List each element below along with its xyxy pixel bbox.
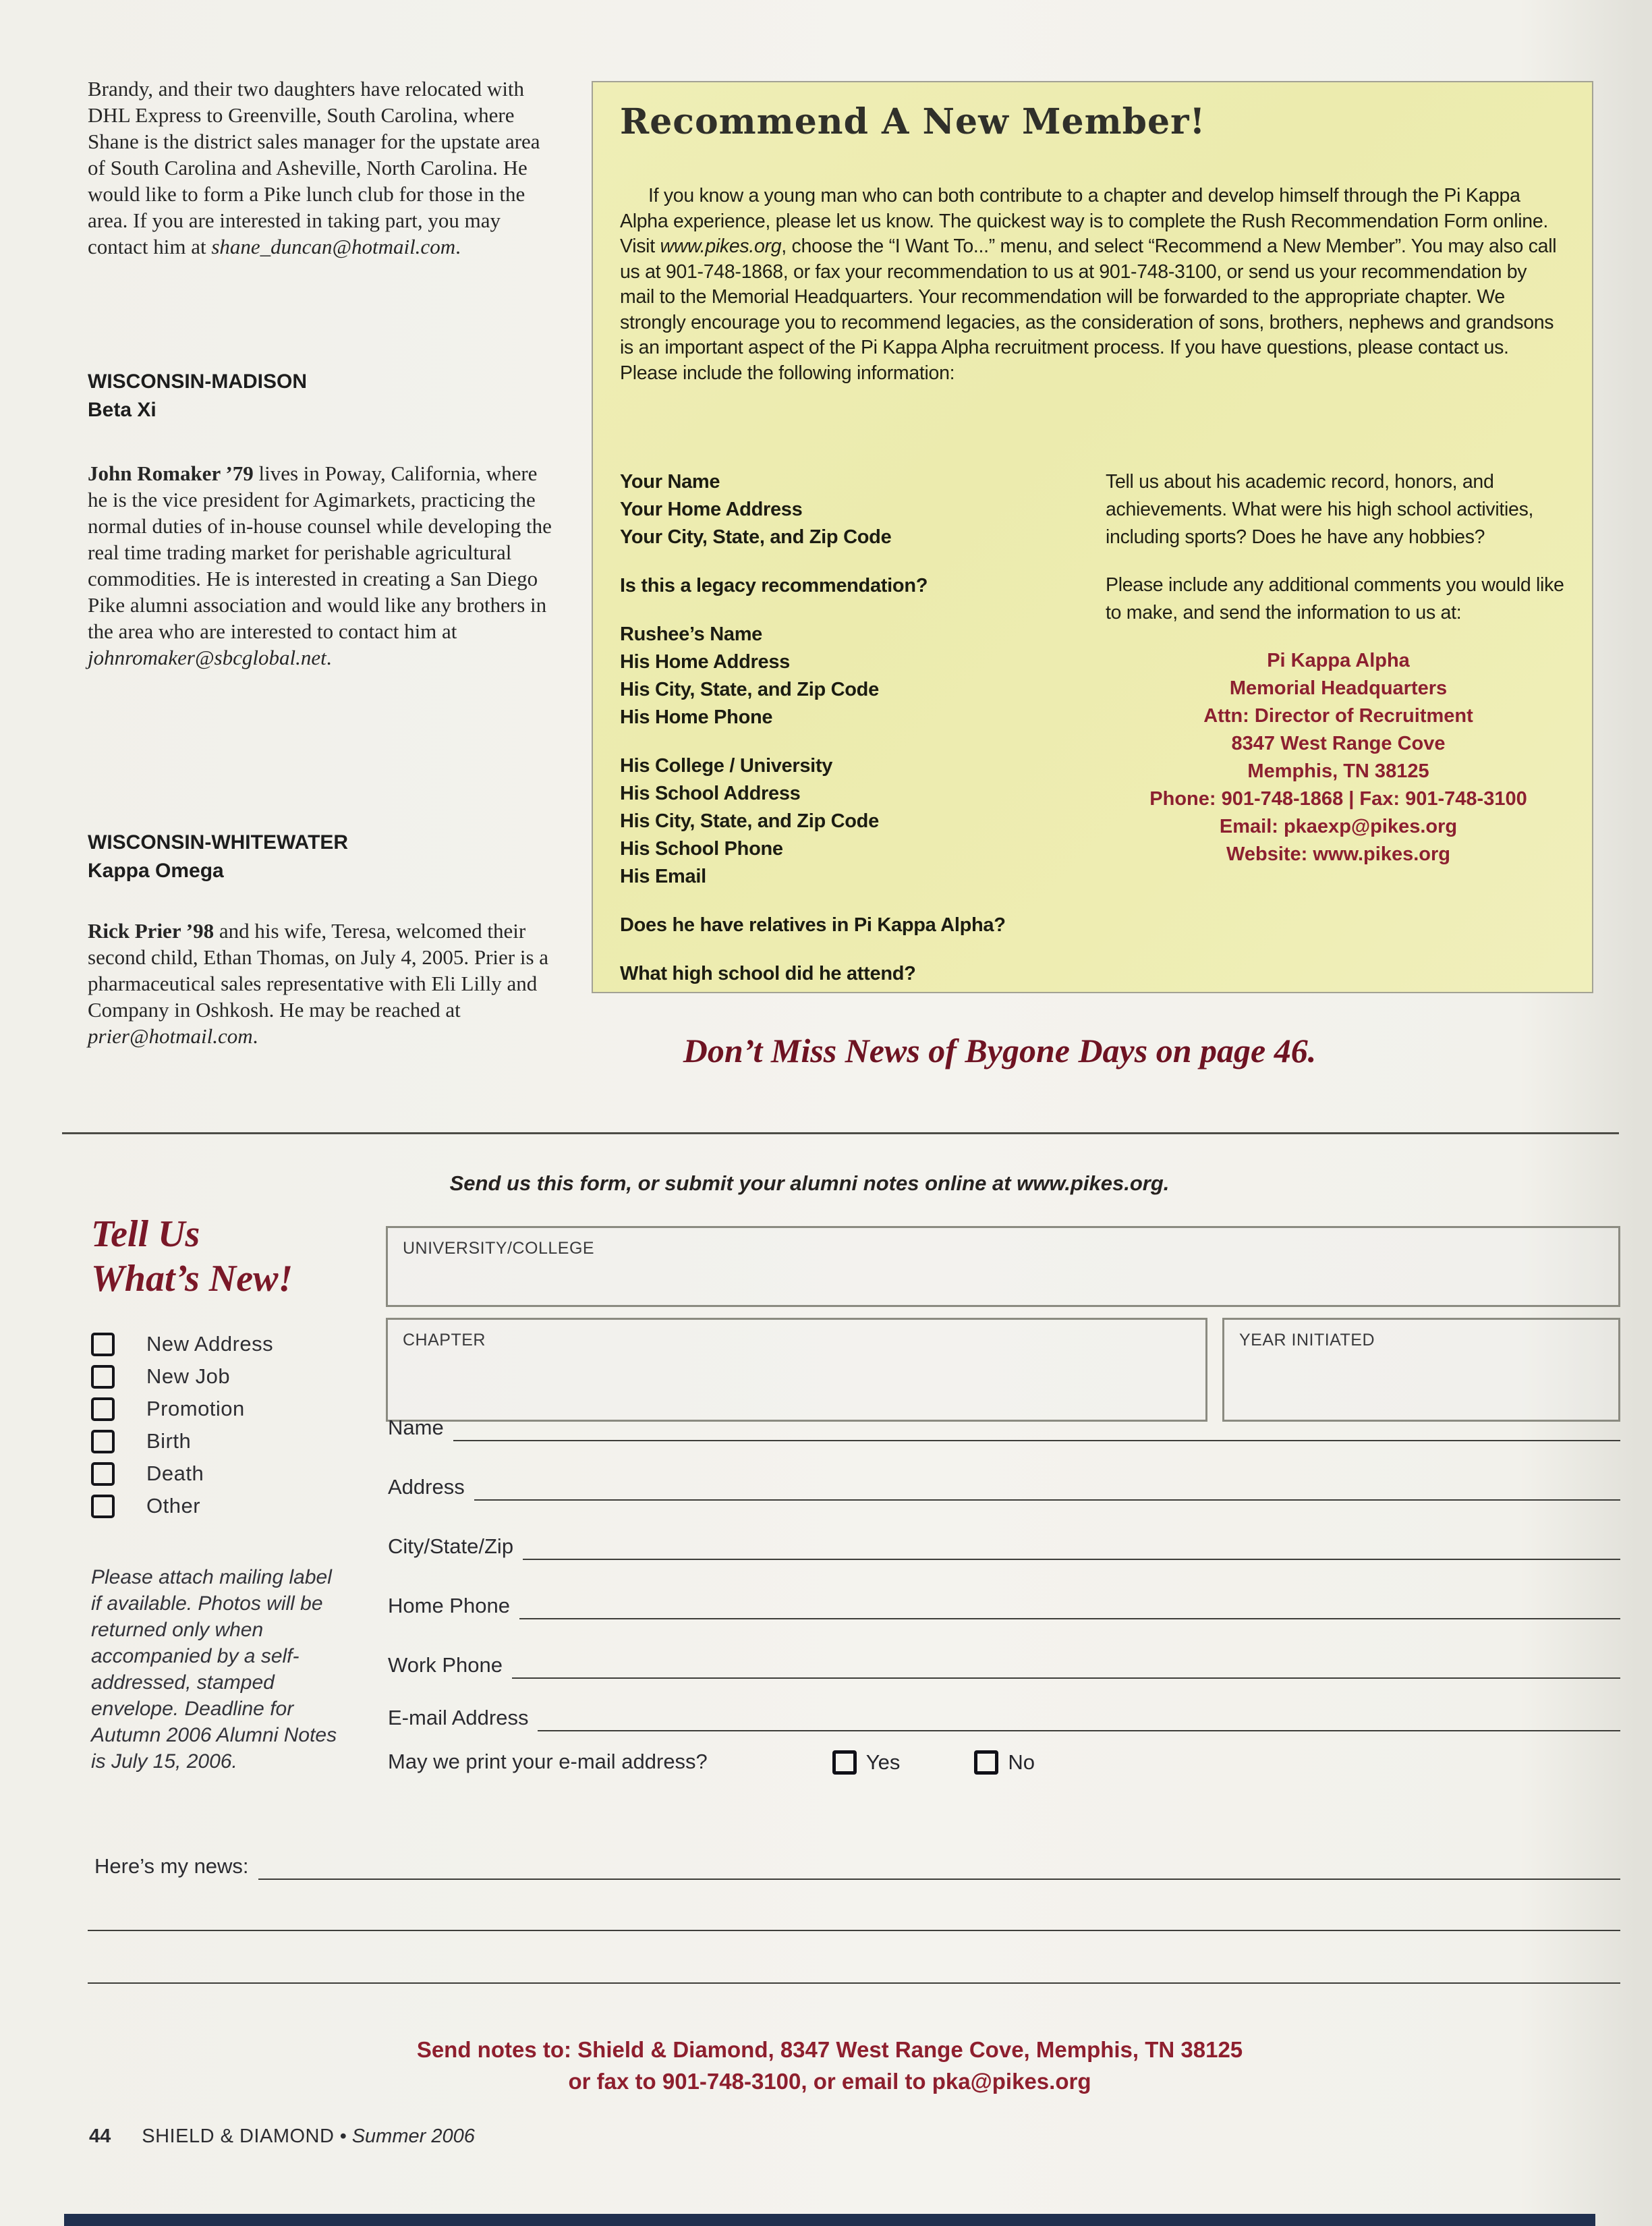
email-text: johnromaker@sbcglobal.net: [88, 646, 326, 669]
checkbox-label: Birth: [146, 1429, 192, 1453]
name-row: [388, 1412, 1620, 1441]
checkbox-row-new-address: [91, 1328, 273, 1360]
mailing-label-note: Please attach mailing label if available. Photos will be returned only when accompanied by a self-addressed, stamped envelope. Deadline for Autumn 2006 Alumni Notes is July 15, 2006.: [91, 1566, 337, 1773]
footer-line: or fax to 901-748-3100, or email to pka@pikes.org: [568, 2069, 1091, 2094]
other-checkbox[interactable]: [91, 1495, 115, 1518]
school-info-fields: [620, 752, 1085, 891]
note-text: and his wife, Teresa, welcomed their second child, Ethan Thomas, on July 4, 2005. Prier is a pharmaceutical sales representative with Eli Lilly and Company in Oshkosh. He may be reached at: [88, 919, 549, 1022]
news-write-line[interactable]: [258, 1853, 1620, 1880]
email-address-write-line[interactable]: [538, 1704, 1620, 1731]
note-text: Brandy, and their two daughters have relocated with DHL Express to Greenville, South Carolina, where Shane is the district sales manager for the upstate area of South Carolina and Asheville, North Carolina. He would like to form a Pike lunch club for those in the area. If you are interested in taking part, you may contact him at: [88, 77, 540, 258]
issue-name: • Summer 2006: [339, 2125, 475, 2147]
chapter-heading-wisconsin-madison: [88, 368, 307, 424]
name-label: Name: [388, 1416, 444, 1439]
alumni-note-prier: [88, 918, 560, 1049]
checkbox-label: Other: [146, 1494, 201, 1518]
checkbox-row-new-job: [91, 1360, 273, 1393]
email-text: shane_duncan@hotmail.com: [211, 235, 456, 258]
field-label: His College / University: [620, 755, 833, 777]
note-text-end: .: [252, 1024, 258, 1048]
yes-checkbox[interactable]: [832, 1750, 857, 1775]
work-phone-row: [388, 1649, 1620, 1679]
field-label: His City, State, and Zip Code: [620, 810, 879, 832]
alumnus-name: John Romaker ’79: [88, 462, 254, 485]
promotion-checkbox[interactable]: [91, 1397, 115, 1421]
recommend-details-column: [1106, 468, 1571, 868]
address-line: Website: www.pikes.org: [1226, 843, 1450, 865]
address-write-line[interactable]: [474, 1474, 1620, 1501]
address-line: Phone: 901-748-1868 | Fax: 901-748-3100: [1149, 788, 1527, 810]
field-label: Does he have relatives in Pi Kappa Alpha?: [620, 914, 1006, 936]
no-checkbox[interactable]: [974, 1750, 998, 1775]
email-address-row: [388, 1702, 1620, 1731]
address-line: Memphis, TN 38125: [1247, 760, 1429, 782]
home-phone-write-line[interactable]: [519, 1592, 1620, 1619]
field-label: Your Name: [620, 471, 720, 493]
bygone-days-note: Don’t Miss News of Bygone Days on page 46.: [683, 1032, 1317, 1069]
address-line: Memorial Headquarters: [1229, 677, 1448, 699]
additional-comments-paragraph: Please include any additional comments you would like to make, and send the information to us at:: [1106, 574, 1564, 623]
new-address-checkbox[interactable]: [91, 1333, 115, 1356]
school-name: WISCONSIN-WHITEWATER: [88, 831, 349, 854]
field-label: Rushee’s Name: [620, 623, 763, 645]
your-info-fields: [620, 468, 1085, 551]
alumni-note-duncan: [88, 76, 560, 260]
address-line: Pi Kappa Alpha: [1267, 650, 1410, 671]
magazine-name: SHIELD & DIAMOND: [142, 2125, 335, 2147]
checkbox-row-birth: [91, 1425, 273, 1457]
no-label: No: [1008, 1750, 1035, 1774]
tell-us-title: [91, 1212, 293, 1301]
city-state-zip-row: [388, 1530, 1620, 1560]
checkbox-label: New Address: [146, 1332, 274, 1356]
death-checkbox[interactable]: [91, 1462, 115, 1486]
university-college-label: UNIVERSITY/COLLEGE: [403, 1239, 595, 1258]
field-label: His Email: [620, 866, 706, 887]
school-name: WISCONSIN-MADISON: [88, 370, 307, 393]
footer-line: Send notes to: Shield & Diamond, 8347 West Range Cove, Memphis, TN 38125: [416, 2037, 1243, 2062]
home-phone-label: Home Phone: [388, 1594, 510, 1617]
chapter-name: Beta Xi: [88, 399, 156, 421]
alumni-note-romaker: [88, 460, 560, 671]
print-email-question: May we print your e-mail address?: [388, 1750, 708, 1773]
field-label: His City, State, and Zip Code: [620, 679, 879, 700]
address-line: Attn: Director of Recruitment: [1203, 705, 1473, 727]
address-row: [388, 1471, 1620, 1501]
chapter-heading-wisconsin-whitewater: [88, 829, 348, 885]
field-label: What high school did he attend?: [620, 963, 916, 984]
field-label: His School Address: [620, 783, 801, 804]
intro-text: If you know a young man who can both contribute to a chapter and develop himself through the Pi Kappa Alpha experience, please let us know. The quickest way is to complete the Rush Recommendation Form online. Visit: [620, 185, 1549, 257]
recommend-box-title: Recommend A New Member!: [620, 101, 1206, 142]
field-label: His Home Address: [620, 651, 790, 673]
year-initiated-label: YEAR INITIATED: [1239, 1331, 1375, 1349]
send-notes-footer: [88, 2034, 1572, 2097]
bottom-accent-bar: [64, 2214, 1595, 2226]
new-job-checkbox[interactable]: [91, 1365, 115, 1389]
chapter-field[interactable]: [386, 1318, 1207, 1422]
checkbox-label: New Job: [146, 1364, 231, 1388]
note-text: lives in Poway, California, where he is the vice president for Agimarkets, practicing the normal duties of in-house counsel while developing the real time trading market for perishable agricultural commodities. He is interested in creating a San Diego Pike alumni association and would like any brothers in the area who are interested to contact him at: [88, 462, 552, 643]
city-state-zip-label: City/State/Zip: [388, 1534, 514, 1558]
print-email-question-row: [388, 1748, 1620, 1777]
checkbox-label: Death: [146, 1462, 204, 1485]
news-type-checklist: [91, 1328, 273, 1522]
page-info: [89, 2125, 475, 2148]
checkbox-row-promotion: [91, 1393, 273, 1425]
work-phone-write-line[interactable]: [512, 1652, 1620, 1679]
relatives-question: [620, 912, 1085, 939]
recommend-member-box: [592, 81, 1593, 993]
field-label: Is this a legacy recommendation?: [620, 575, 928, 596]
field-label: Your Home Address: [620, 499, 803, 520]
news-label: Here’s my news:: [94, 1854, 249, 1878]
checkbox-row-other: [91, 1490, 273, 1522]
city-state-zip-write-line[interactable]: [523, 1533, 1620, 1560]
university-college-field[interactable]: [386, 1226, 1620, 1307]
intro-text-end: , choose the “I Want To...” menu, and select “Recommend a New Member”. You may also call us at 901-748-1868, or fax your recommendation to us at 901-748-3100, or send us your recommendation by mail to the Memorial Headquarters. Your recommendation will be forwarded to the appropriate chapter. We strongly encourage you to recommend legacies, as the consideration of sons, brothers, nephews and grandsons is an important aspect of the Pi Kappa Alpha recruitment process. If you have questions, please contact us. Please include the following information:: [620, 235, 1557, 384]
year-initiated-field[interactable]: [1222, 1318, 1620, 1422]
note-text-end: .: [455, 235, 461, 258]
birth-checkbox[interactable]: [91, 1430, 115, 1453]
section-divider: [62, 1132, 1619, 1134]
headquarters-address-block: [1106, 647, 1571, 868]
academic-record-paragraph: Tell us about his academic record, honors, and achievements. What were his high school activities, including sports? Does he have any hobbies?: [1106, 471, 1534, 548]
title-line: What’s New!: [91, 1258, 293, 1300]
page-number: 44: [89, 2125, 111, 2147]
field-label: Your City, State, and Zip Code: [620, 526, 892, 548]
chapter-name: Kappa Omega: [88, 860, 224, 882]
news-write-line-2[interactable]: [88, 1930, 1620, 1931]
note-text-end: .: [326, 646, 332, 669]
recommend-fields-column: [620, 468, 1085, 1009]
field-label: His Home Phone: [620, 706, 773, 728]
home-phone-row: [388, 1590, 1620, 1619]
name-write-line[interactable]: [453, 1414, 1620, 1441]
alumnus-name: Rick Prier ’98: [88, 919, 215, 943]
chapter-label: CHAPTER: [403, 1331, 486, 1349]
email-text: prier@hotmail.com: [88, 1024, 253, 1048]
news-row: [94, 1850, 1620, 1880]
yes-label: Yes: [865, 1750, 901, 1774]
checkbox-label: Promotion: [146, 1397, 245, 1420]
email-address-label: E-mail Address: [388, 1706, 529, 1729]
checkbox-row-death: [91, 1457, 273, 1490]
work-phone-label: Work Phone: [388, 1653, 503, 1677]
news-write-line-3[interactable]: [88, 1982, 1620, 1984]
title-line: Tell Us: [91, 1213, 200, 1255]
address-line: Email: pkaexp@pikes.org: [1219, 816, 1458, 837]
rushee-info-fields: [620, 621, 1085, 731]
field-label: His School Phone: [620, 838, 783, 860]
address-line: 8347 West Range Cove: [1231, 733, 1446, 754]
high-school-question: [620, 960, 1085, 988]
recommend-box-intro: [620, 184, 1564, 386]
form-intro-note: Send us this form, or submit your alumni notes online at www.pikes.org.: [449, 1171, 1170, 1195]
website-text: www.pikes.org: [660, 235, 782, 257]
legacy-question: [620, 572, 1085, 600]
address-label: Address: [388, 1475, 465, 1499]
